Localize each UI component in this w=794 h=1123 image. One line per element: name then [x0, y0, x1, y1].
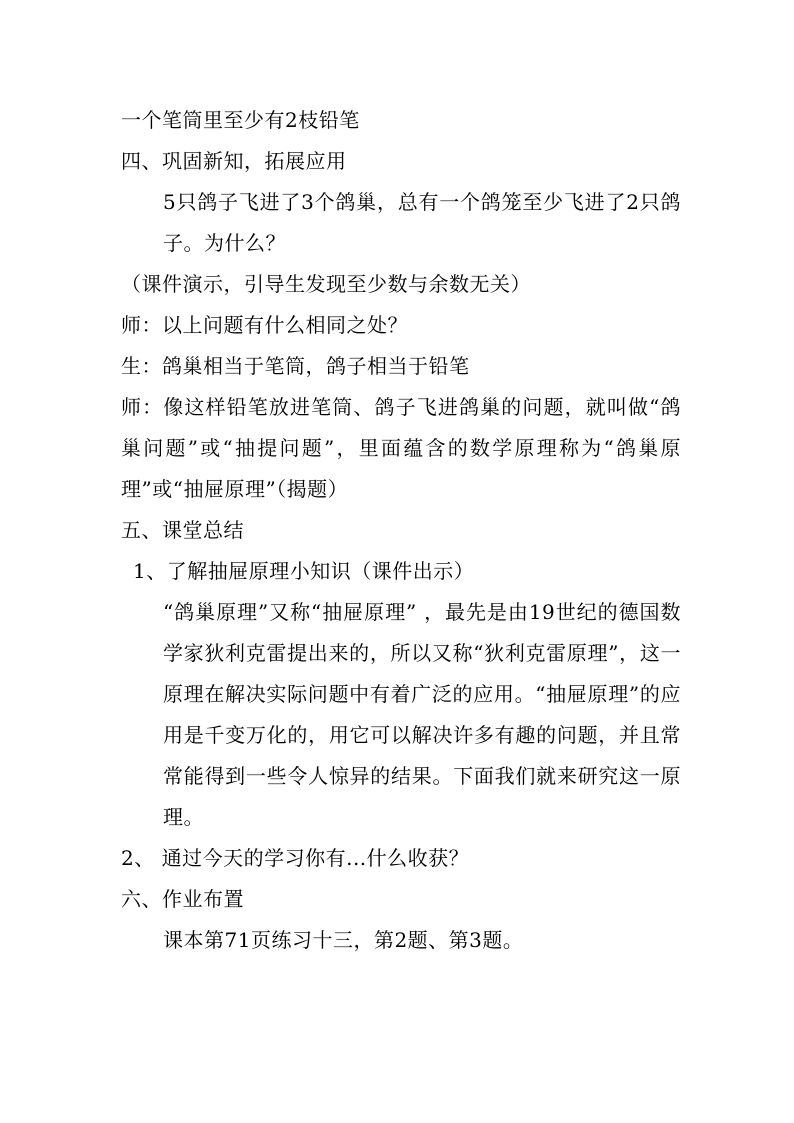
teacher-question: 师：以上问题有什么相同之处？ — [121, 313, 408, 337]
list-item-one: 1、了解抽屉原理小知识（课件出示） — [133, 559, 475, 583]
teacher-explanation: 师：像这样铅笔放进笔筒、鸽子飞进鸽巢的问题，就叫做“鸽巢问题”或“抽提问题”，里面蕴含的数学原理称为“鸽巢原理”或“抽屉原理”（揭题） — [121, 395, 681, 501]
problem-paragraph: 5只鸽子飞进了3个鸽巢，总有一个鸽笼至少飞进了2只鸽子。为什么？ — [163, 190, 681, 255]
courseware-note: （课件演示，引导生发现至少数与余数无关） — [121, 272, 531, 296]
section-heading-four: 四、巩固新知，拓展应用 — [121, 149, 347, 173]
section-heading-five: 五、课堂总结 — [121, 518, 244, 542]
homework-text: 课本第71页练习十三，第2题、第3题。 — [163, 928, 524, 952]
list-item-two: 2、 通过今天的学习你有...什么收获？ — [121, 846, 470, 870]
section-heading-six: 六、作业布置 — [121, 887, 244, 911]
knowledge-paragraph: “鸽巢原理”又称“抽屉原理” ，最先是由19世纪的德国数学家狄利克雷提出来的，所以又称“狄利克雷原理”，这一原理在解决实际问题中有着广泛的应用。“抽屉原理”的应用是千变万化的，用它可以解决许多有趣的问题，并且常常能得到一些令人惊异的结果。下面我们就来研究这一原理。 — [163, 600, 681, 829]
document-body — [121, 100, 681, 961]
text-line-conclusion: 一个笔筒里至少有2枝铅笔 — [121, 108, 360, 132]
student-answer: 生：鸽巢相当于笔筒，鸽子相当于铅笔 — [121, 354, 470, 378]
